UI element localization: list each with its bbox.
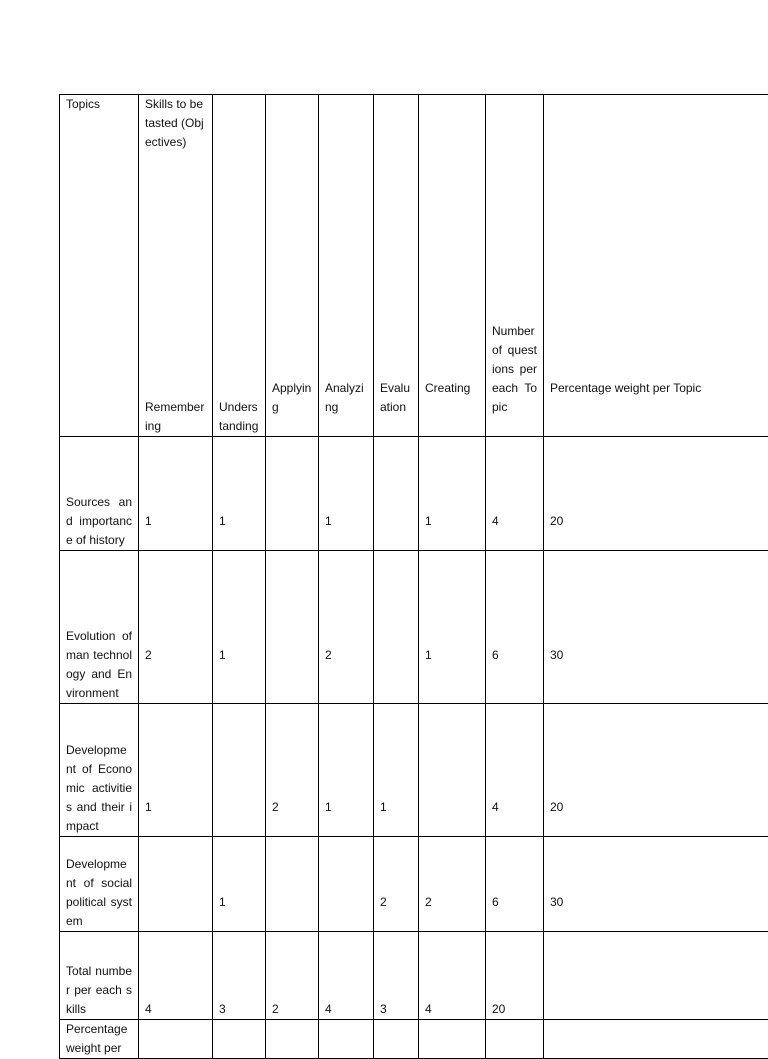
analyzing-cell: 1 (319, 437, 374, 551)
header-creating (419, 95, 486, 437)
table-row (60, 837, 768, 932)
questions-cell: 4 (486, 704, 544, 837)
analyzing-cell (319, 837, 374, 932)
topic-cell: Total number per each skills (60, 932, 139, 1020)
table-of-specification (59, 94, 768, 1059)
evaluation-cell (374, 437, 419, 551)
evaluation-cell: 1 (374, 704, 419, 837)
header-number-of-questions-text: Number of questions per each Topic (492, 322, 537, 417)
table-row (60, 437, 768, 551)
topic-cell: Development of Economic activities and their impact (60, 704, 139, 837)
applying-cell: 2 (266, 704, 319, 837)
creating-cell: 1 (419, 437, 486, 551)
questions-cell: 6 (486, 837, 544, 932)
header-applying (266, 95, 319, 437)
header-analyzing (319, 95, 374, 437)
header-row (60, 95, 768, 437)
understanding-cell: 3 (213, 932, 266, 1020)
weight-cell: 30 (544, 551, 768, 704)
creating-cell: 1 (419, 551, 486, 704)
understanding-cell (213, 1020, 266, 1059)
understanding-cell: 1 (213, 837, 266, 932)
remembering-cell: 1 (139, 437, 213, 551)
header-percentage-weight-topic (544, 95, 768, 437)
weight-cell: 20 (544, 704, 768, 837)
header-number-of-questions (486, 95, 544, 437)
applying-cell (266, 1020, 319, 1059)
header-understanding-text: Understanding (219, 398, 259, 436)
header-topics: Topics (60, 95, 139, 437)
table-row (60, 551, 768, 704)
weight-cell (544, 932, 768, 1020)
analyzing-cell: 4 (319, 932, 374, 1020)
header-evaluation-text: Evaluation (380, 379, 412, 417)
applying-cell (266, 837, 319, 932)
remembering-cell: 2 (139, 551, 213, 704)
evaluation-cell: 3 (374, 932, 419, 1020)
evaluation-cell (374, 551, 419, 704)
questions-cell (486, 1020, 544, 1059)
creating-cell (419, 704, 486, 837)
remembering-cell: 1 (139, 704, 213, 837)
questions-cell: 4 (486, 437, 544, 551)
header-analyzing-text: Analyzing (325, 379, 367, 417)
topic-cell: Development of social political system (60, 837, 139, 932)
header-creating-text: Creating (425, 379, 479, 398)
header-understanding (213, 95, 266, 437)
weight-cell (544, 1020, 768, 1059)
remembering-cell (139, 1020, 213, 1059)
creating-cell: 2 (419, 837, 486, 932)
analyzing-cell: 1 (319, 704, 374, 837)
header-skills (139, 95, 213, 437)
applying-cell (266, 551, 319, 704)
table-row (60, 704, 768, 837)
understanding-cell: 1 (213, 551, 266, 704)
topic-cell: Evolution of man technology and Environment (60, 551, 139, 704)
weight-cell: 30 (544, 837, 768, 932)
analyzing-cell: 2 (319, 551, 374, 704)
remembering-cell: 4 (139, 932, 213, 1020)
topic-cell: Percentage weight per (60, 1020, 139, 1059)
analyzing-cell (319, 1020, 374, 1059)
header-percentage-weight-topic-text: Percentage weight per Topic (550, 379, 762, 398)
understanding-cell (213, 704, 266, 837)
header-evaluation (374, 95, 419, 437)
table-row-percentage (60, 1020, 768, 1059)
questions-cell: 20 (486, 932, 544, 1020)
table-row-total (60, 932, 768, 1020)
creating-cell (419, 1020, 486, 1059)
creating-cell: 4 (419, 932, 486, 1020)
header-applying-text: Applying (272, 379, 312, 417)
evaluation-cell: 2 (374, 837, 419, 932)
header-skills-objectives: Skills to be tasted (Objectives) (145, 95, 208, 152)
topic-cell: Sources and importance of history (60, 437, 139, 551)
weight-cell: 20 (544, 437, 768, 551)
questions-cell: 6 (486, 551, 544, 704)
applying-cell: 2 (266, 932, 319, 1020)
header-remembering: Remembering (145, 398, 206, 436)
understanding-cell: 1 (213, 437, 266, 551)
applying-cell (266, 437, 319, 551)
evaluation-cell (374, 1020, 419, 1059)
remembering-cell (139, 837, 213, 932)
